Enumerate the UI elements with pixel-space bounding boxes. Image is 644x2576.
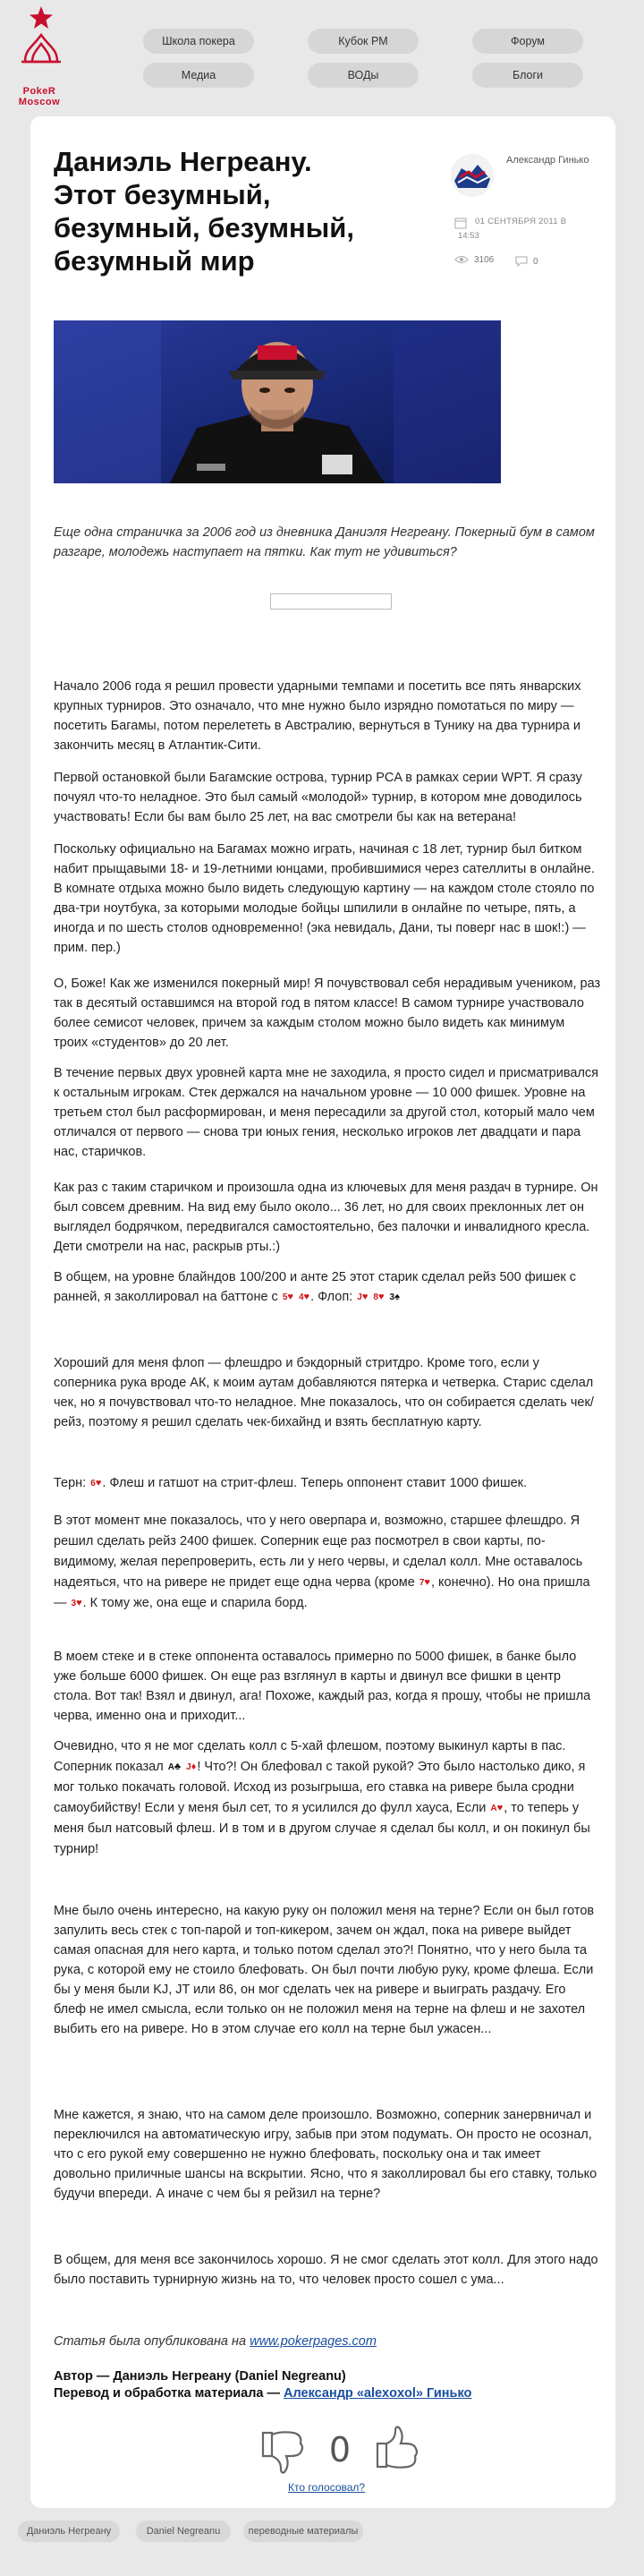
paragraph: Первой остановкой были Багамские острова, турнир PCA в рамках серии WPT. Я сразу почуял что-то неладное. Это был самый «молодой» турнир, в котором мне доводилось участвовать! Если бы вам было 25 лет, на вас смотрели бы как на ветерана! bbox=[54, 771, 582, 824]
star-icon bbox=[29, 5, 54, 30]
paragraph-text: Флоп: bbox=[318, 1290, 353, 1304]
author-avatar[interactable] bbox=[451, 154, 494, 197]
paragraph-text: ! Что?! Он блефовал с такой рукой? Это было настолько дико, я мог только покачать головой. Исход из розыгрыша, его ставка на ривере была сродни самоубийству! Если у меня был сет, то я усилился до фулл хауса, Если bbox=[54, 1760, 586, 1815]
article-credits bbox=[54, 2368, 601, 2402]
paragraph-text: Терн: bbox=[54, 1476, 87, 1490]
hole-card: 4♥ bbox=[298, 1291, 310, 1302]
published-prefix: Статья была опубликована на bbox=[54, 2334, 247, 2349]
rating-value: 0 bbox=[328, 2430, 352, 2469]
hole-card: 5♥ bbox=[282, 1291, 293, 1302]
paragraph: В общем, для меня все закончилось хорошо. Я не смог сделать этот колл. Для этого надо было поставить турнирную жизнь на то, что человек просто сошел с ума... bbox=[54, 2253, 598, 2287]
heart-card: 7♥ bbox=[419, 1576, 430, 1588]
river-card: 3♥ bbox=[71, 1597, 82, 1608]
nav-item-school[interactable]: Школа покера bbox=[143, 29, 254, 54]
flop-card: 8♥ bbox=[373, 1291, 385, 1302]
comments-count[interactable]: 0 bbox=[533, 257, 538, 267]
ad-placeholder[interactable] bbox=[270, 593, 392, 610]
translator-link[interactable]: Александр «alexoxol» Гинько bbox=[284, 2386, 472, 2401]
paragraph-with-cards bbox=[54, 1511, 601, 1614]
daniel-negreanu-photo bbox=[54, 320, 501, 483]
opponent-card: A♣ bbox=[167, 1761, 182, 1772]
voters-link[interactable]: Кто голосовал? bbox=[288, 2481, 366, 2494]
nav-item-cup[interactable]: Кубок PM bbox=[308, 29, 419, 54]
flop-card: J♥ bbox=[357, 1291, 369, 1302]
flop-card: 3♠ bbox=[389, 1291, 400, 1302]
credit-author: Автор — Даниэль Негреану (Daniel Negreanu) bbox=[54, 2369, 346, 2384]
paragraph: Как раз с таким старичком и произошла одна из ключевых для меня раздач в турнире. Он был совсем древним. На вид ему было около... 36 лет, но для своих преклонных лет он выглядел бодрячком, передвигался самостоятельно, без палочки и инвалидного кресла. Дети смотрели на нас, раскрыв рты.:) bbox=[54, 1181, 598, 1254]
thumbs-down-icon[interactable] bbox=[258, 2426, 308, 2476]
paragraph-with-cards: В общем, на уровне блайндов 100/200 и анте 25 этот старик сделал рейз 500 фишек с ранней, я заколлировал на баттоне с 5♥ 4♥. Флоп: J♥ 8♥ 3♠ bbox=[54, 1270, 577, 1304]
paragraph-text: Очевидно, что я не мог сделать колл с 5-хай флешом, поэтому выкинул карты в пас. Соперник показал bbox=[54, 1739, 566, 1774]
paragraph-with-cards bbox=[54, 1736, 601, 1860]
publish-time: 14:53 bbox=[458, 231, 479, 241]
article-lead: Еще одна страничка за 2006 год из дневника Даниэля Негреану. Покерный бум в самом разгаре, молодежь наступает на пятки. Как тут не удивиться? bbox=[54, 525, 595, 559]
paragraph-text: , то теперь у меня был натсовый флеш. И в том и в другом случае я сделал бы колл, и он покинул бы турнир! bbox=[54, 1801, 590, 1856]
paragraph-text: . Флеш и гатшот на стрит-флеш. Теперь оппонент ставит 1000 фишек. bbox=[102, 1476, 528, 1490]
views-count: 3106 bbox=[474, 255, 495, 265]
tag-chip[interactable]: переводные материалы bbox=[243, 2521, 363, 2542]
tag-chip[interactable]: Daniel Negreanu bbox=[136, 2521, 231, 2542]
paragraph: В моем стеке и в стеке оппонента оставалось примерно по 5000 фишек, в банке было уже больше 6000 фишек. Он еще раз взглянул в карты и двинул все фишки в центр стола. Вот так! Взял и двинул, ага! Похоже, каждый раз, когда я прошу, чтобы не пришла черва, именно она и приходит... bbox=[54, 1650, 591, 1723]
paragraph: О, Боже! Как же изменился покерный мир! Я почувствовал себя нерадивым учеником, раз так в десятый оставшимся на второй год в пятом классе! В самом турнире участвовало более семисот человек, причем за каждым столом можно было видеть как минимум троих «студентов» до 20 лет. bbox=[54, 977, 601, 1050]
comment-icon bbox=[515, 256, 528, 267]
nav-item-blogs[interactable]: Блоги bbox=[472, 63, 583, 88]
paragraph-text: , конечно). Но она пришла — bbox=[54, 1575, 590, 1610]
author-name[interactable]: Александр Гинько bbox=[506, 155, 589, 166]
paragraph: В течение первых двух уровней карта мне не заходила, я просто сидел и присматривался к остальным игрокам. Стек держался на начальном уровне — 10 000 фишек. Уровне на третьем стол был расформирован, и меня пересадили за другой стол, который мало чем отличался от первого — снова три юных гения, несколько игроков лет двадцати и пара нас, старичков. bbox=[54, 1066, 598, 1159]
kremlin-logo-icon bbox=[21, 30, 61, 64]
paragraph-text: . К тому же, она еще и спарила борд. bbox=[82, 1596, 308, 1610]
rating-widget bbox=[250, 2424, 429, 2476]
heart-card: A♥ bbox=[490, 1802, 504, 1813]
logo-text-poker: PokeR bbox=[22, 86, 56, 97]
nav-item-media[interactable]: Медиа bbox=[143, 63, 254, 88]
paragraph: Мне было очень интересно, на какую руку он положил меня на терне? Если он был готов запулить весь стек с топ-парой и топ-кикером, зачем он ждал, пока на ривере выйдет самая опасная для него карта, и только потом сделал это?! Понятно, что у него была та рука, с которой ему не стоило блефовать. Он был почти любую руку, кроме флеша. Если бы у меня были KJ, JT или 86, он мог сделать чек на ривере и выиграть раздачу. Его блеф не имел смысла, если только он не положил меня на терне на флеш и не захотел выбить его на ривере. Но в этом случае его колл на терне был ужасен... bbox=[54, 1904, 595, 2036]
article-card bbox=[30, 116, 615, 2508]
tag-chip[interactable]: Даниэль Негреану bbox=[18, 2521, 120, 2542]
nav-item-vods[interactable]: ВОДы bbox=[308, 63, 419, 88]
source-link[interactable]: www.pokerpages.com bbox=[250, 2334, 377, 2349]
site-logo[interactable] bbox=[13, 5, 66, 113]
paragraph-text: В этот момент мне показалось, что у него оверпара и, возможно, старшее флешдро. Я решил сделать рейз 2400 фишек. Соперник еще раз посмотрел в свои карты, по-видимому, желая перепроверить, есть ли у него червы, и сделал колл. Мне оставалось надеяться, что на ривере не придет еще одна червa (кроме bbox=[54, 1514, 583, 1590]
nav-item-forum[interactable]: Форум bbox=[472, 29, 583, 54]
publish-date: 01 СЕНТЯБРЯ 2011 В bbox=[475, 217, 567, 226]
logo-text-moscow: Moscow bbox=[18, 97, 61, 107]
top-navigation bbox=[0, 0, 644, 107]
eye-icon bbox=[454, 254, 469, 265]
calendar-icon bbox=[454, 217, 467, 229]
paragraph: Поскольку официально на Багамах можно играть, начиная с 18 лет, турнир был битком набит прыщавыми 18- и 19-летними юнцами, пробившимися через сателлиты в онлайне. В комнате отдыха можно было видеть следующую картину — на каждом столе стояло по два-три ноутбука, за которыми молодые бойцы шпилили в онлайне по четыре, пять, а иногда и по шесть столов одновременно! (эка невидаль, Дани, ты поверг нас в шок!:) — прим. пер.) bbox=[54, 842, 595, 955]
avatar-image bbox=[451, 154, 494, 197]
paragraph: Начало 2006 года я решил провести ударными темпами и посетить все пять январских крупных турниров. Это означало, что мне нужно было изрядно помотаться по миру — посетить Багамы, потом перелететь в Австралию, вернуться в Тунику на два турнира и закончить месяц в Атлантик-Сити. bbox=[54, 679, 581, 753]
paragraph: Хороший для меня флоп — флешдро и бэкдорный стритдро. Кроме того, если у соперника рука вроде АК, к моим аутам добавляются пятерка и четверка. Старис сделал чек, но я почувствовал что-то неладное. Мне показалось, что он собирается сделать чек/рейз, поэтому я решил сделать чек-бихайнд и взять бесплатную карту. bbox=[54, 1356, 594, 1429]
thumbs-up-icon[interactable] bbox=[372, 2424, 422, 2474]
turn-card: 6♥ bbox=[90, 1477, 102, 1488]
opponent-card: J♦ bbox=[186, 1761, 197, 1772]
article-title: Даниэль Негреану. Этот безумный, безумный, безумный, безумный мир bbox=[54, 146, 354, 277]
published-note bbox=[54, 2334, 377, 2349]
credit-translation: Перевод и обработка материала — Александр «alexoxol» Гинько bbox=[54, 2386, 472, 2401]
paragraph: Мне кажется, я знаю, что на самом деле произошло. Возможно, соперник занервничал и переключился на автоматическую игру, забыв при этом подумать. Он просто не осознал, что с его рукой ему совершенно не нужно блефовать, поскольку она и так имеет довольно приличные шансы на вскрытии. Ясно, что я заколлировал бы его ставку, только будучи впереди. А иначе с чем бы я рейзил на терне? bbox=[54, 2108, 597, 2201]
paragraph-text: В общем, на уровне блайндов 100/200 и анте 25 этот старик сделал рейз 500 фишек с ранней, я заколлировал на баттоне с bbox=[54, 1270, 577, 1304]
paragraph-with-cards bbox=[54, 1473, 601, 1493]
article-photo bbox=[54, 320, 501, 483]
